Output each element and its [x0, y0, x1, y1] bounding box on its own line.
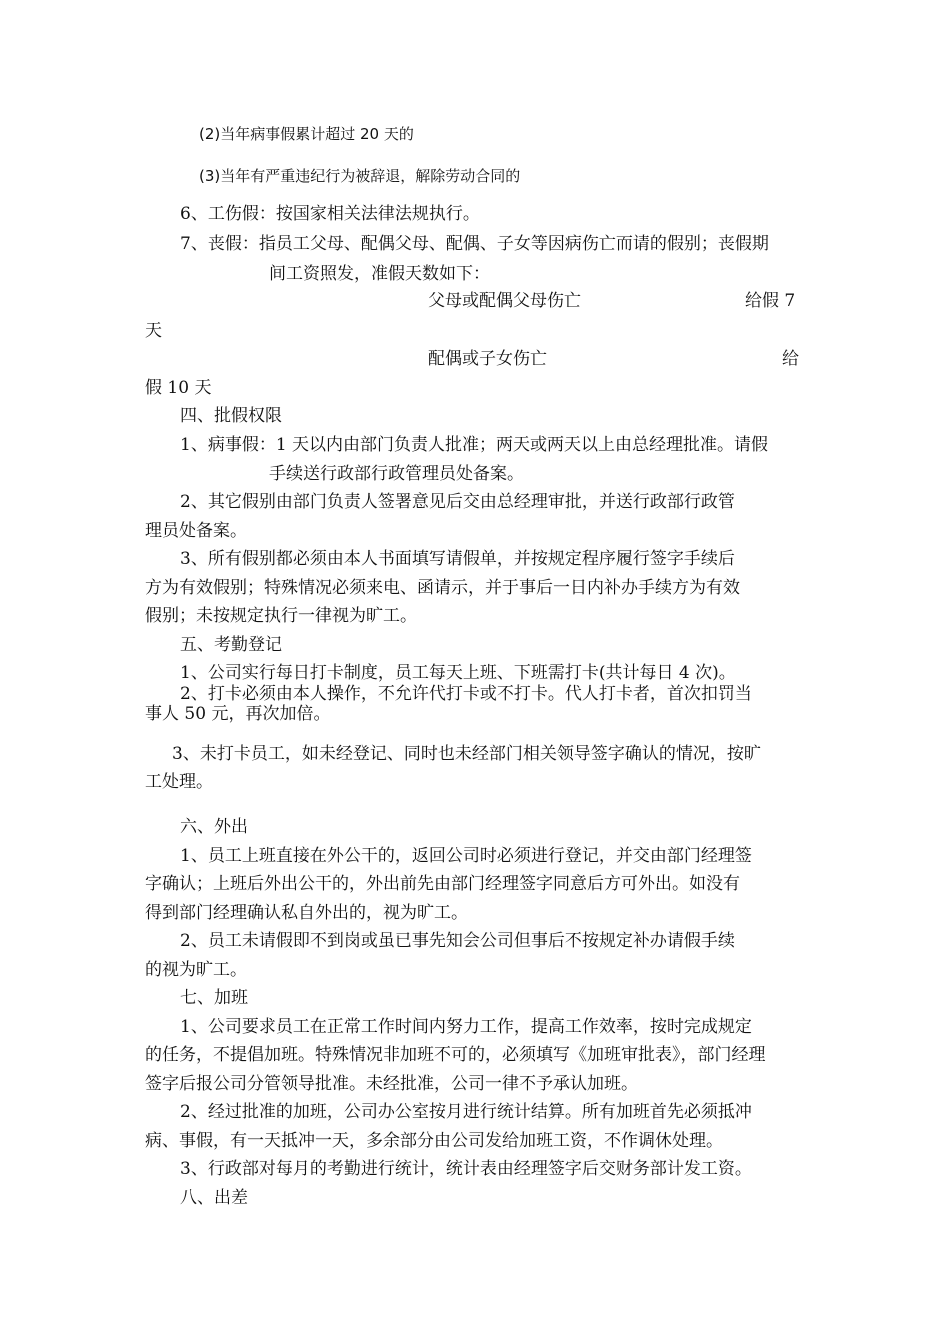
section-heading: 七、加班 — [180, 988, 248, 1008]
section-heading: 八、出差 — [180, 1188, 248, 1208]
text-line: 给 — [782, 349, 799, 369]
text-line: 2、打卡必须由本人操作，不允许代打卡或不打卡。代人打卡者，首次扣罚当 — [180, 684, 752, 704]
text-line: 方为有效假别；特殊情况必须来电、函请示，并于事后一日内补办手续方为有效 — [145, 578, 740, 598]
text-line: 配偶或子女伤亡 — [428, 349, 547, 369]
text-line: 给假 7 — [745, 291, 796, 311]
section-heading: 六、外出 — [180, 817, 248, 837]
text-line: 的任务，不提倡加班。特殊情况非加班不可的，必须填写《加班审批表》，部门经理 — [145, 1045, 766, 1065]
text-line: 6、工伤假：按国家相关法律法规执行。 — [180, 204, 480, 224]
text-line: (3)当年有严重违纪行为被辞退，解除劳动合同的 — [199, 167, 521, 185]
text-line: 理员处备案。 — [145, 521, 247, 541]
text-line: (2)当年病事假累计超过 20 天的 — [199, 125, 414, 143]
text-line: 假别；未按规定执行一律视为旷工。 — [145, 606, 417, 626]
text-line: 间工资照发，准假天数如下： — [269, 264, 490, 284]
text-line: 签字后报公司分管领导批准。未经批准，公司一律不予承认加班。 — [145, 1074, 638, 1094]
text-line: 手续送行政部行政管理员处备案。 — [269, 464, 524, 484]
text-line: 3、行政部对每月的考勤进行统计，统计表由经理签字后交财务部计发工资。 — [180, 1159, 752, 1179]
text-line: 1、公司要求员工在正常工作时间内努力工作，提高工作效率，按时完成规定 — [180, 1017, 752, 1037]
text-line: 1、员工上班直接在外公干的，返回公司时必须进行登记，并交由部门经理签 — [180, 846, 752, 866]
text-line: 事人 50 元，再次加倍。 — [145, 704, 331, 724]
text-line: 病、事假，有一天抵冲一天，多余部分由公司发给加班工资，不作调休处理。 — [145, 1131, 723, 1151]
text-line: 父母或配偶父母伤亡 — [428, 291, 581, 311]
text-line: 1、病事假：1 天以内由部门负责人批准；两天或两天以上由总经理批准。请假 — [180, 435, 769, 455]
text-line: 3、未打卡员工，如未经登记、同时也未经部门相关领导签字确认的情况，按旷 — [172, 744, 761, 764]
text-line: 得到部门经理确认私自外出的，视为旷工。 — [145, 903, 468, 923]
section-heading: 四、批假权限 — [180, 406, 282, 426]
text-line: 工处理。 — [145, 772, 213, 792]
text-line: 的视为旷工。 — [145, 960, 247, 980]
text-line: 3、所有假别都必须由本人书面填写请假单，并按规定程序履行签字手续后 — [180, 549, 735, 569]
text-line: 2、其它假别由部门负责人签署意见后交由总经理审批，并送行政部行政管 — [180, 492, 735, 512]
text-line: 字确认；上班后外出公干的，外出前先由部门经理签字同意后方可外出。如没有 — [145, 874, 740, 894]
text-line: 2、经过批准的加班，公司办公室按月进行统计结算。所有加班首先必须抵冲 — [180, 1102, 752, 1122]
text-line: 假 10 天 — [145, 378, 212, 398]
text-line: 7、丧假：指员工父母、配偶父母、配偶、子女等因病伤亡而请的假别；丧假期 — [180, 234, 769, 254]
text-line: 1、公司实行每日打卡制度，员工每天上班、下班需打卡(共计每日 4 次)。 — [180, 663, 736, 683]
text-line: 天 — [145, 321, 162, 341]
text-line: 2、员工未请假即不到岗或虽已事先知会公司但事后不按规定补办请假手续 — [180, 931, 735, 951]
section-heading: 五、考勤登记 — [180, 635, 282, 655]
